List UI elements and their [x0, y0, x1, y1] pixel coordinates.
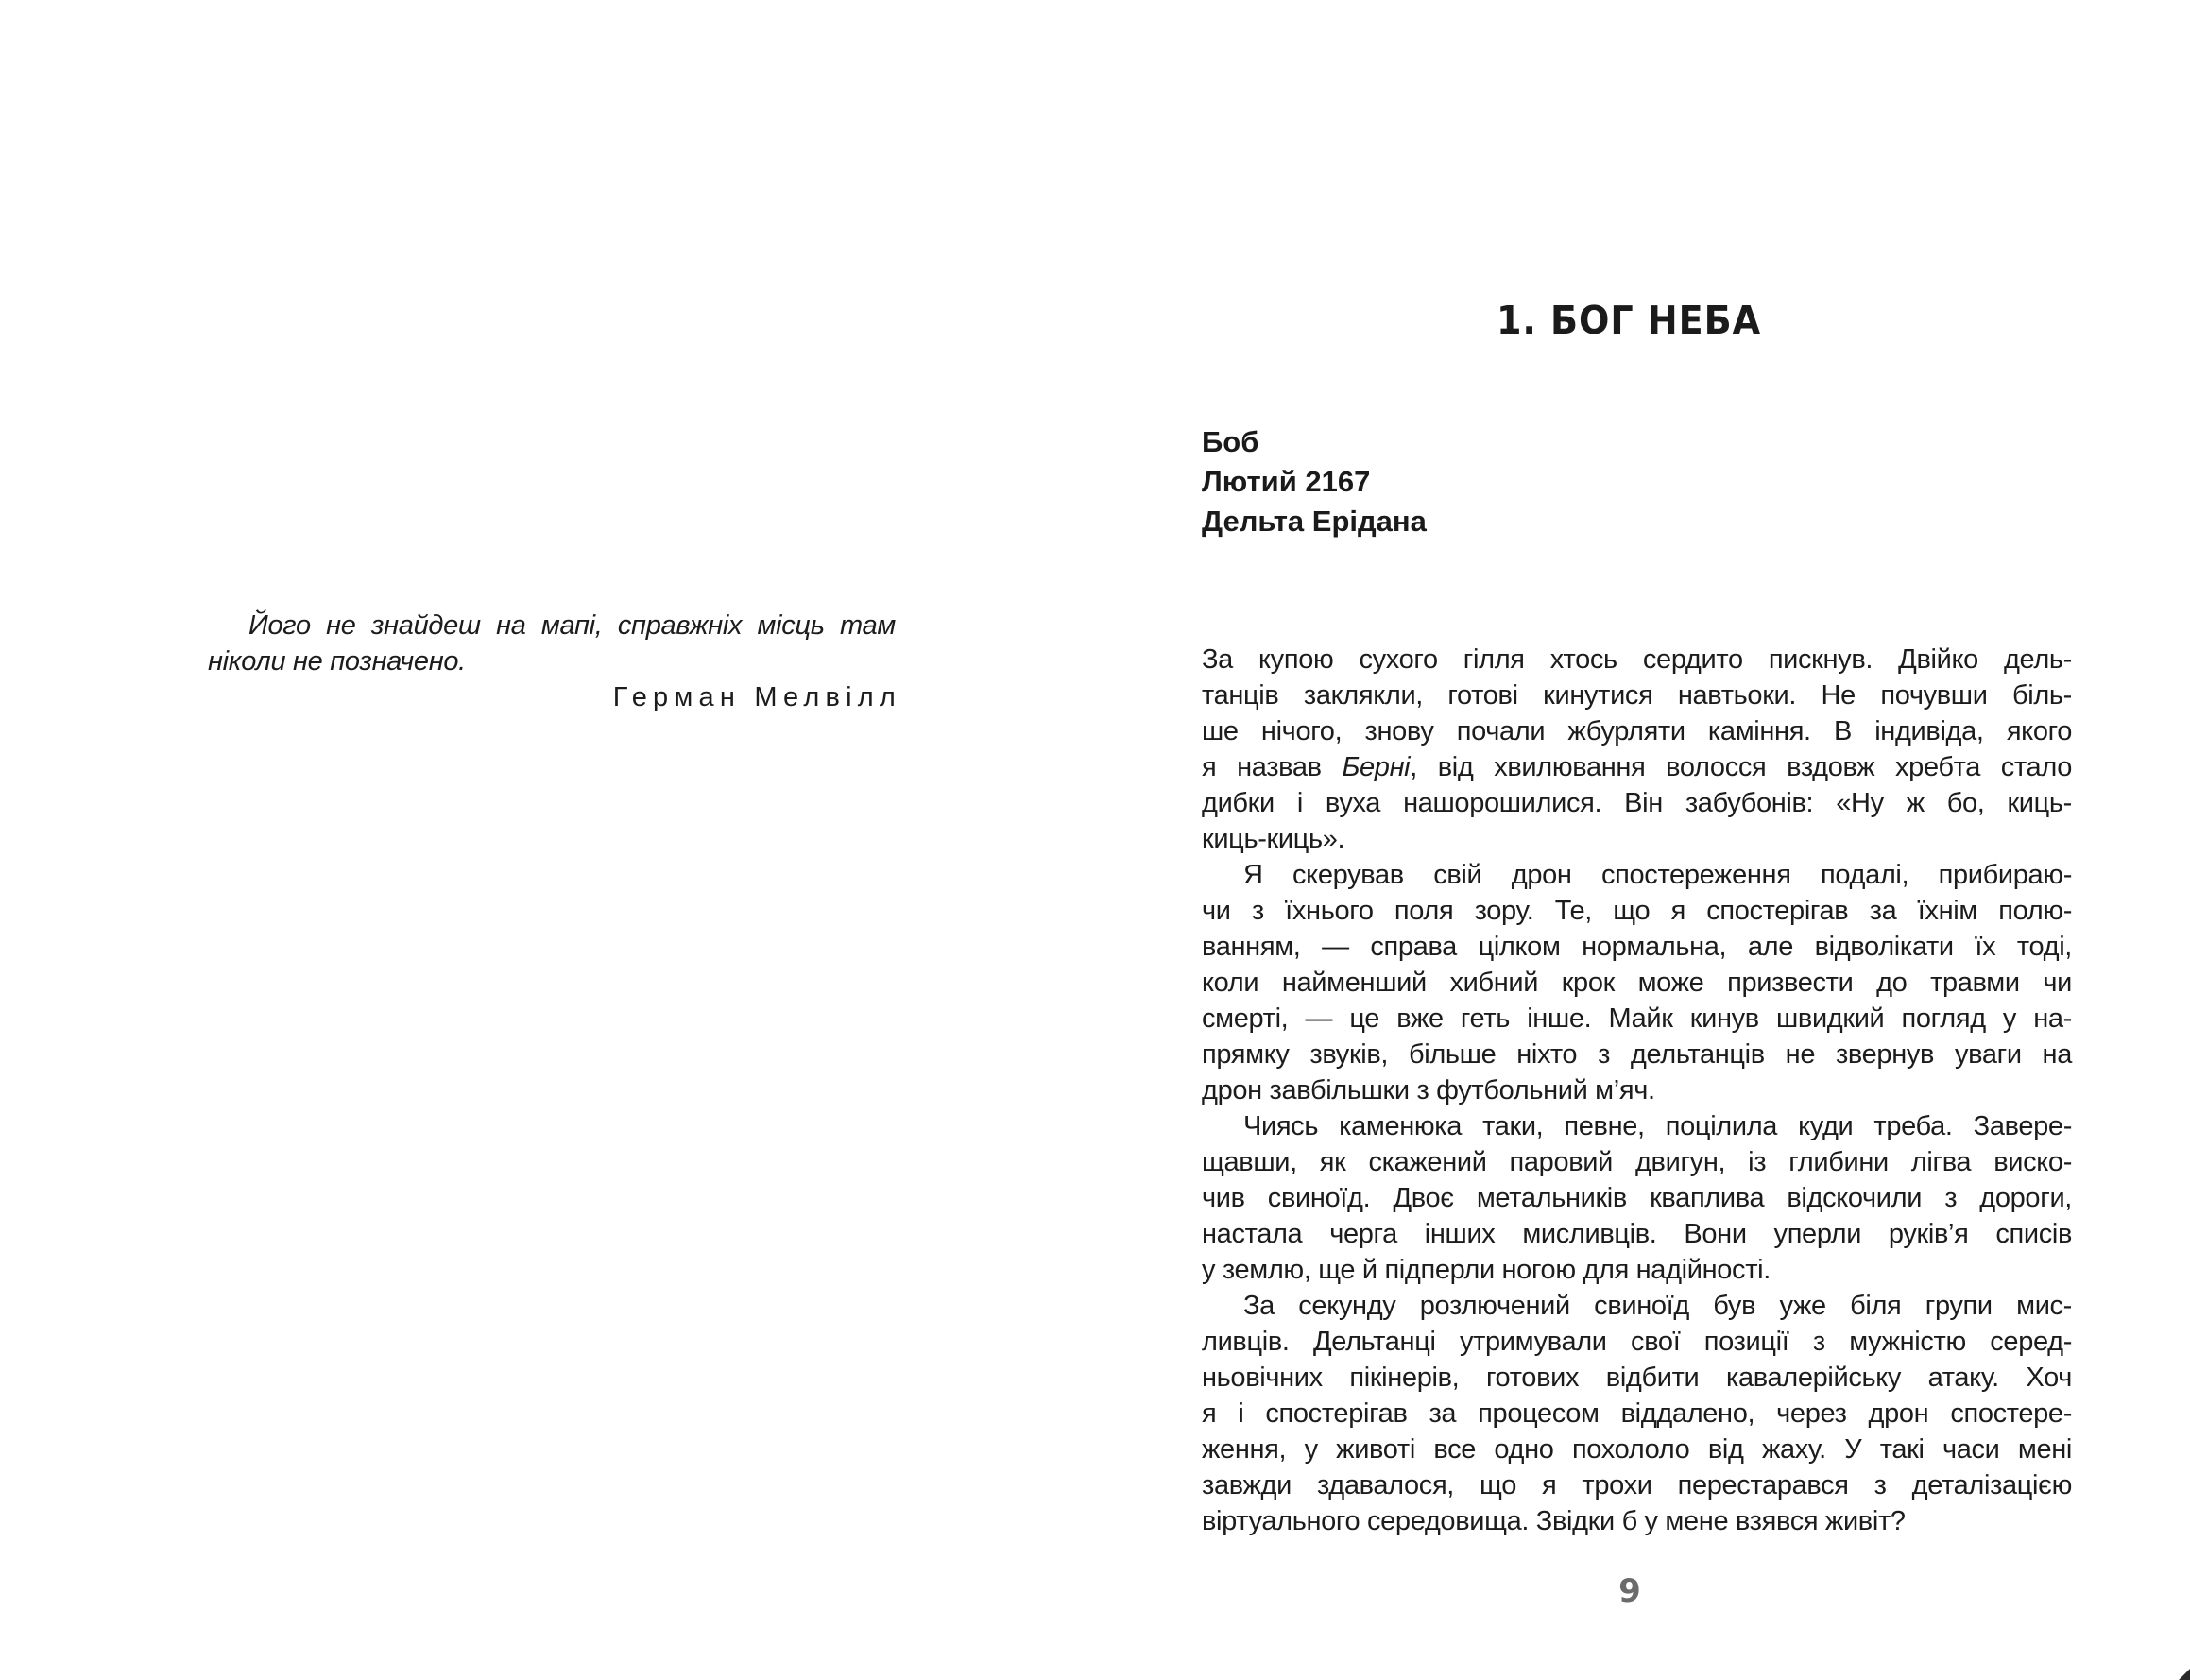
epigraph-line: ніколи не позначено. [208, 646, 466, 677]
chapter-header [1202, 422, 1427, 541]
text-line: смерті, — це вже геть інше. Майк кинув швидкий погляд у на- [1202, 1003, 2072, 1034]
paragraph [1202, 857, 2072, 1108]
text-line: чив свиноїд. Двоє метальників кваплива відскочили з дороги, [1202, 1183, 2072, 1213]
text-line [1202, 749, 2072, 785]
text-line: киць-киць». [1202, 824, 1345, 854]
text-segment: я назвав [1202, 752, 1343, 782]
text-line: За секунду розлючений свиноїд був уже біля групи мис- [1243, 1291, 2072, 1321]
text-line: Я скерував свій дрон спостереження подалі, прибираю- [1243, 860, 2072, 890]
chapter-date: Лютий 2167 [1202, 465, 1371, 498]
paragraph [1202, 642, 2072, 857]
narrator-name: Боб [1202, 425, 1259, 458]
text-line: ше нічого, знову почали жбурляти каміння. В індивіда, якого [1202, 716, 2072, 746]
text-line: ньовічних пікінерів, готових відбити кавалерійську атаку. Хоч [1202, 1363, 2072, 1393]
text-line: ванням, — справа цілком нормальна, але відволікати їх тоді, [1202, 932, 2072, 962]
paragraph [1202, 1288, 2072, 1539]
text-line: завжди здавалося, що я трохи перестарався з деталізацією [1202, 1470, 2072, 1500]
page-number: 9 [1618, 1572, 1641, 1610]
text-line: дибки і вуха нашорошилися. Він забубонів: «Ну ж бо, киць- [1202, 788, 2072, 818]
epigraph-line: Його не знайдеш на мапі, справжніх місць там [248, 610, 896, 641]
body-text [1202, 642, 2072, 1539]
text-line: я і спостерігав за процесом віддалено, через дрон спостере- [1202, 1398, 2072, 1429]
text-line: коли найменший хибний крок може призвести до травми чи [1202, 968, 2072, 998]
page-corner-shadow [2179, 1669, 2190, 1680]
text-line: чи з їхнього поля зору. Те, що я спостерігав за їхнім полю- [1202, 896, 2072, 926]
text-segment: , від хвилювання волосся вздовж хребта стало [1410, 752, 2073, 782]
chapter-location: Дельта Ерідана [1202, 505, 1427, 538]
paragraph [1202, 1108, 2072, 1288]
emphasized-name: Берні [1342, 752, 1411, 782]
text-line: прямку звуків, більше ніхто з дельтанців не звернув уваги на [1202, 1039, 2072, 1070]
text-line: Чиясь каменюка таки, певне, поцілила куди треба. Завере- [1243, 1111, 2072, 1141]
text-line: За купою сухого гілля хтось сердито пискнув. Двійко дель- [1202, 644, 2072, 675]
text-line: віртуального середовища. Звідки б у мене взявся живіт? [1202, 1506, 1906, 1536]
text-line: щавши, як скажений паровий двигун, із глибини лігва виско- [1202, 1147, 2072, 1177]
epigraph [208, 608, 901, 712]
text-line: у землю, ще й підперли ногою для надійності. [1202, 1255, 1771, 1285]
text-line: ження, у животі все одно похололо від жаху. У такі часи мені [1202, 1434, 2072, 1465]
text-line: танців заклякли, готові кинутися навтьоки. Не почувши біль- [1202, 680, 2072, 711]
chapter-title: 1. БОГ НЕБА [1496, 298, 1762, 343]
text-line: настала черга інших мисливців. Вони уперли руків’я списів [1202, 1219, 2072, 1249]
text-line: дрон завбільшки з футбольний м’яч. [1202, 1075, 1655, 1106]
epigraph-author: Герман Мелвілл [612, 682, 901, 712]
text-line: ливців. Дельтанці утримували свої позиції з мужністю серед- [1202, 1327, 2072, 1357]
